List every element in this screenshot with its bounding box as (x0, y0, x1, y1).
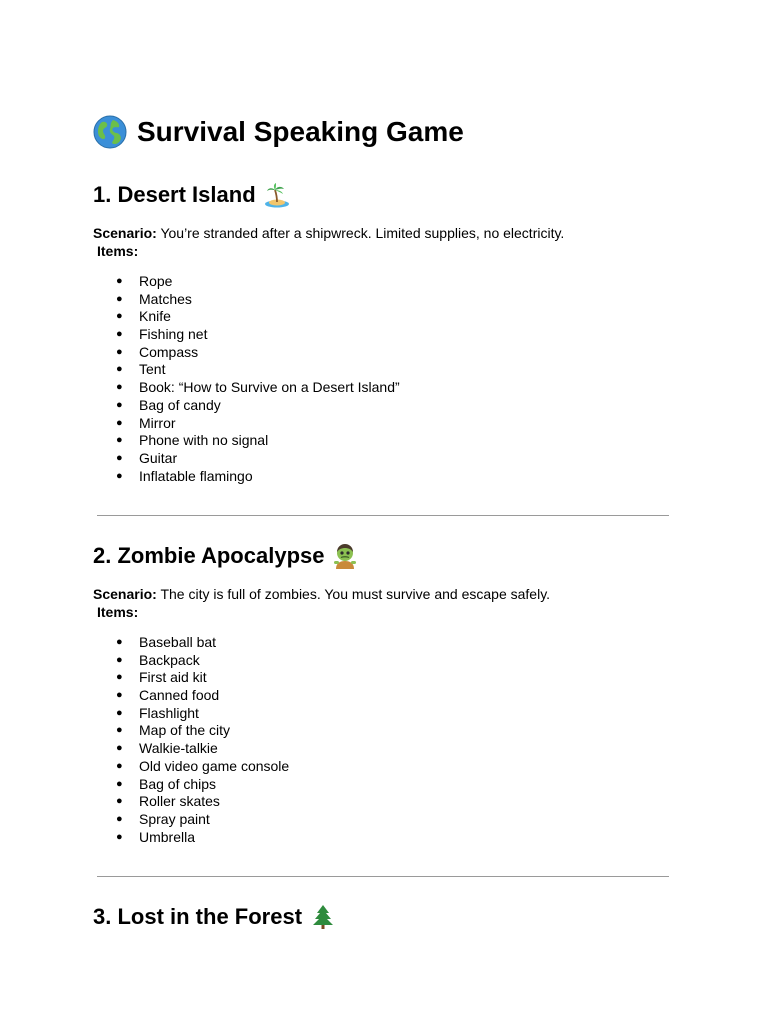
list-item-text: Tent (139, 361, 166, 378)
scenario-text: The city is full of zombies. You must survive and escape safely. (156, 586, 551, 602)
bullet: ● (116, 830, 123, 843)
evergreen-tree-icon (310, 904, 336, 930)
list-item-text: Inflatable flamingo (139, 467, 253, 484)
desert-island-icon (264, 182, 290, 208)
bullet: ● (116, 416, 123, 429)
list-item-text: Canned food (139, 687, 220, 704)
scenario-label: Scenario: (93, 225, 157, 241)
section-heading-desert-island (93, 180, 290, 210)
list-item-text: Bag of chips (139, 775, 217, 792)
bullet: ● (116, 777, 123, 790)
list-item-text: Mirror (139, 414, 176, 431)
list-item-text: Phone with no signal (139, 432, 269, 449)
bullet: ● (116, 724, 123, 737)
list-item-text: Roller skates (139, 793, 220, 810)
globe-icon (93, 115, 127, 149)
list-item-text: Fishing net (139, 326, 208, 343)
bullet: ● (116, 434, 123, 447)
bullet: ● (116, 345, 123, 358)
bullet: ● (116, 689, 123, 702)
scenario-zombie-apocalypse (93, 585, 550, 603)
bullet: ● (116, 636, 123, 648)
section-heading-text: 2. Zombie Apocalypse (93, 543, 325, 568)
section-divider (97, 876, 669, 877)
bullet: ● (116, 812, 123, 825)
scenario-desert-island (93, 224, 564, 242)
scenario-text: You’re stranded after a shipwreck. Limited supplies, no electricity. (156, 225, 565, 241)
list-item-text: First aid kit (139, 669, 207, 686)
page-title (93, 112, 464, 152)
bullet: ● (116, 292, 123, 305)
items-label: Items: (97, 243, 139, 259)
section-heading-text: 3. Lost in the Forest (93, 904, 303, 929)
bullet: ● (116, 671, 123, 684)
bullet: ● (116, 275, 123, 287)
bullet: ● (116, 310, 123, 323)
bullet: ● (116, 706, 123, 719)
items-label: Items: (97, 604, 139, 620)
bullet: ● (116, 381, 123, 394)
list-item-text: Flashlight (139, 704, 199, 721)
bullet: ● (116, 742, 123, 755)
list-item-text: Backpack (139, 651, 200, 668)
list-item-text: Knife (139, 308, 171, 325)
list-item-text: Bag of candy (139, 396, 221, 413)
section-divider (97, 515, 669, 516)
list-item-text: Map of the city (139, 722, 231, 739)
bullet: ● (116, 795, 123, 808)
list-item-text: Rope (139, 273, 173, 289)
page-title-text: Survival Speaking Game (137, 116, 464, 147)
list-item-text: Spray paint (139, 810, 210, 827)
bullet: ● (116, 759, 123, 772)
bullet: ● (116, 398, 123, 411)
section-heading-text: 1. Desert Island (93, 182, 256, 207)
bullet: ● (116, 451, 123, 464)
bullet: ● (116, 469, 123, 482)
list-item-text: Book: “How to Survive on a Desert Island” (139, 379, 400, 396)
bullet: ● (116, 328, 123, 341)
scenario-label: Scenario: (93, 586, 157, 602)
bullet: ● (116, 363, 123, 376)
bullet: ● (116, 653, 123, 666)
list-item-text: Old video game console (139, 757, 290, 774)
list-item-text: Umbrella (139, 828, 196, 845)
list-item-text: Baseball bat (139, 634, 217, 650)
zombie-icon (332, 543, 358, 569)
list-item-text: Walkie-talkie (139, 740, 218, 757)
list-item-text: Compass (139, 343, 199, 360)
section-heading-lost-in-the-forest (93, 902, 336, 932)
list-item-text: Guitar (139, 449, 178, 466)
list-item-text: Matches (139, 290, 192, 307)
section-heading-zombie-apocalypse (93, 541, 358, 571)
